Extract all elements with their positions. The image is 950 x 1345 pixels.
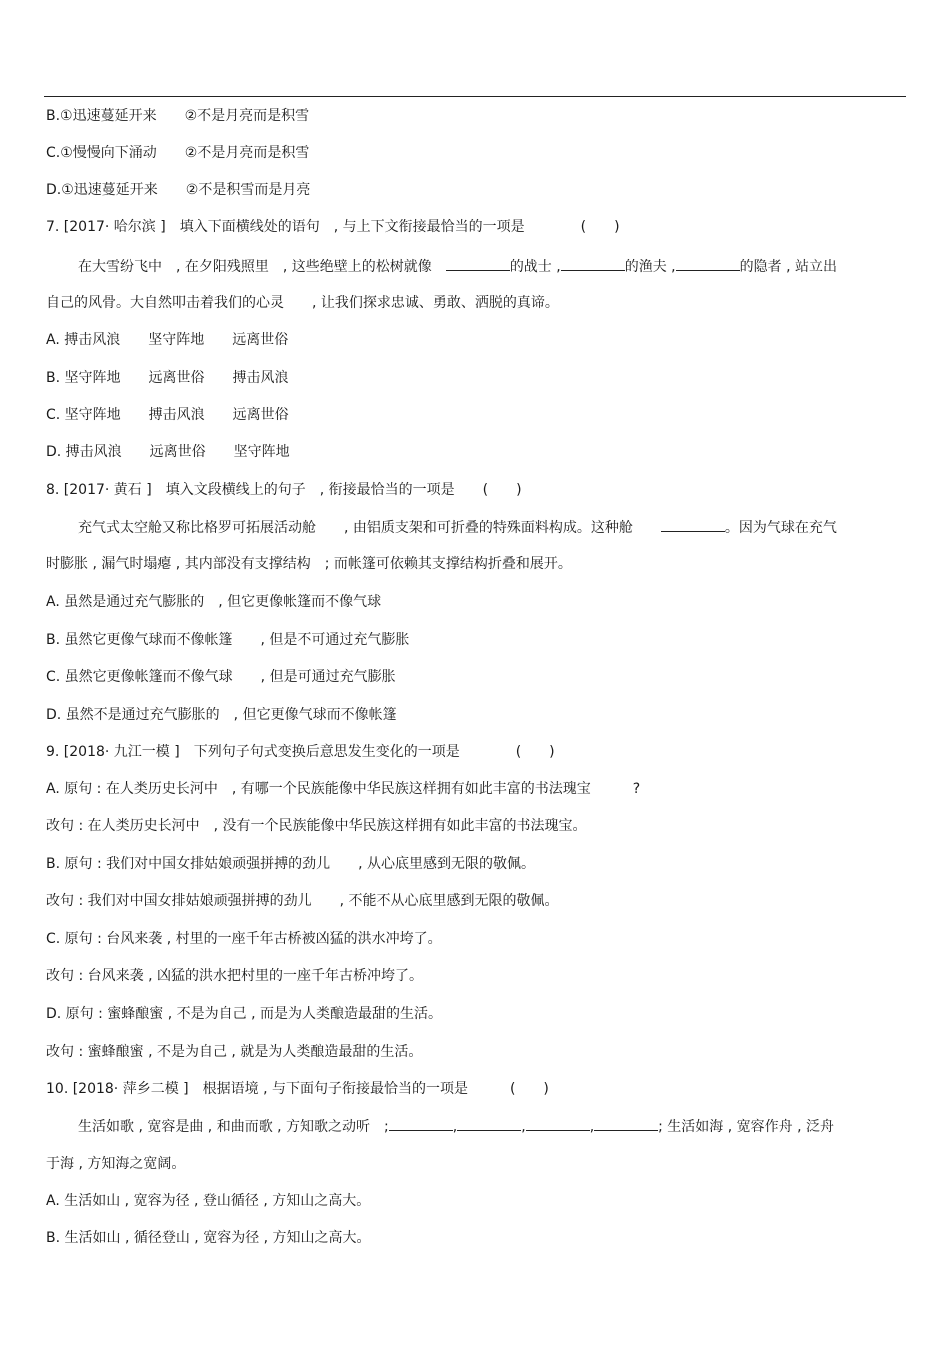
q9-option-c-original: C. 原句 : 台风来袭 , 村里的一座千年古桥被凶猛的洪水冲垮了。	[46, 931, 442, 947]
top-rule	[44, 96, 906, 97]
q7-passage-line2: 自己的风骨。大自然叩击着我们的心灵 , 让我们探求忠诚、勇敢、洒脱的真谛。	[46, 295, 559, 311]
answer-blank	[594, 1116, 658, 1131]
q6-option-d: D.①迅速蔓延开来 ②不是积雪而是月亮	[46, 182, 311, 198]
answer-blank	[661, 517, 725, 532]
q8-stem: 8. [2017· 黄石 ] 填入文段横线上的句子 , 衔接最恰当的一项是 ( )	[46, 482, 522, 498]
q9-option-d-original: D. 原句 : 蜜蜂酿蜜 , 不是为自己 , 而是为人类酿造最甜的生活。	[46, 1006, 442, 1022]
answer-blank	[561, 256, 625, 271]
q8-passage-line1: 充气式太空舱又称比格罗可拓展活动舱 , 由铝质支架和可折叠的特殊面料构成。这种舱 。因为气球在充气	[78, 517, 837, 538]
q8-option-d: D. 虽然不是通过充气膨胀的 , 但它更像气球而不像帐篷	[46, 707, 397, 723]
q7-option-d: D. 搏击风浪 远离世俗 坚守阵地	[46, 444, 290, 460]
q9-option-a-original: A. 原句 : 在人类历史长河中 , 有哪一个民族能像中华民族这样拥有如此丰富的书法瑰宝 ?	[46, 781, 641, 797]
q9-option-b-revised: 改句 : 我们对中国女排姑娘顽强拼搏的劲儿 , 不能不从心底里感到无限的敬佩。	[46, 893, 559, 909]
q7-option-b: B. 坚守阵地 远离世俗 搏击风浪	[46, 370, 289, 386]
q7-stem: 7. [2017· 哈尔滨 ] 填入下面横线处的语句 , 与上下文衔接最恰当的一项是 ( )	[46, 219, 620, 235]
q8-option-c: C. 虽然它更像帐篷而不像气球 , 但是可通过充气膨胀	[46, 669, 396, 685]
q6-option-b: B.①迅速蔓延开来 ②不是月亮而是积雪	[46, 108, 310, 124]
answer-blank	[389, 1116, 453, 1131]
q9-stem: 9. [2018· 九江一模 ] 下列句子句式变换后意思发生变化的一项是 ( )	[46, 744, 555, 760]
q8-option-b: B. 虽然它更像气球而不像帐篷 , 但是不可通过充气膨胀	[46, 632, 410, 648]
q10-stem: 10. [2018· 萍乡二模 ] 根据语境 , 与下面句子衔接最恰当的一项是 ( )	[46, 1081, 549, 1097]
answer-blank	[457, 1116, 521, 1131]
q9-option-a-revised: 改句 : 在人类历史长河中 , 没有一个民族能像中华民族这样拥有如此丰富的书法瑰宝。	[46, 818, 587, 834]
q9-option-b-original: B. 原句 : 我们对中国女排姑娘顽强拼搏的劲儿 , 从心底里感到无限的敬佩。	[46, 856, 536, 872]
q8-passage-line2: 时膨胀 , 漏气时塌瘪 , 其内部没有支撑结构 ; 而帐篷可依赖其支撑结构折叠和展开。	[46, 556, 572, 572]
q9-option-d-revised: 改句 : 蜜蜂酿蜜 , 不是为自己 , 就是为人类酿造最甜的生活。	[46, 1044, 423, 1060]
q10-option-a: A. 生活如山 , 宽容为径 , 登山循径 , 方知山之高大。	[46, 1193, 371, 1209]
q8-option-a: A. 虽然是通过充气膨胀的 , 但它更像帐篷而不像气球	[46, 594, 382, 610]
q10-passage-line2: 于海 , 方知海之宽阔。	[46, 1156, 186, 1172]
q7-option-c: C. 坚守阵地 搏击风浪 远离世俗	[46, 407, 289, 423]
q6-option-c: C.①慢慢向下涌动 ②不是月亮而是积雪	[46, 145, 310, 161]
answer-blank	[446, 256, 510, 271]
answer-blank	[526, 1116, 590, 1131]
q7-passage-line1: 在大雪纷飞中 , 在夕阳残照里 , 这些绝壁上的松树就像 的战士 , 的渔夫 , 的隐者 , 站立出	[78, 256, 837, 277]
answer-blank	[676, 256, 740, 271]
q7-option-a: A. 搏击风浪 坚守阵地 远离世俗	[46, 332, 289, 348]
q10-passage-line1: 生活如歌 , 宽容是曲 , 和曲而歌 , 方知歌之动听 ; , , , ; 生活如海 , 宽容作舟 , 泛舟	[78, 1116, 834, 1137]
q9-option-c-revised: 改句 : 台风来袭 , 凶猛的洪水把村里的一座千年古桥冲垮了。	[46, 968, 423, 984]
q10-option-b: B. 生活如山 , 循径登山 , 宽容为径 , 方知山之高大。	[46, 1230, 371, 1246]
